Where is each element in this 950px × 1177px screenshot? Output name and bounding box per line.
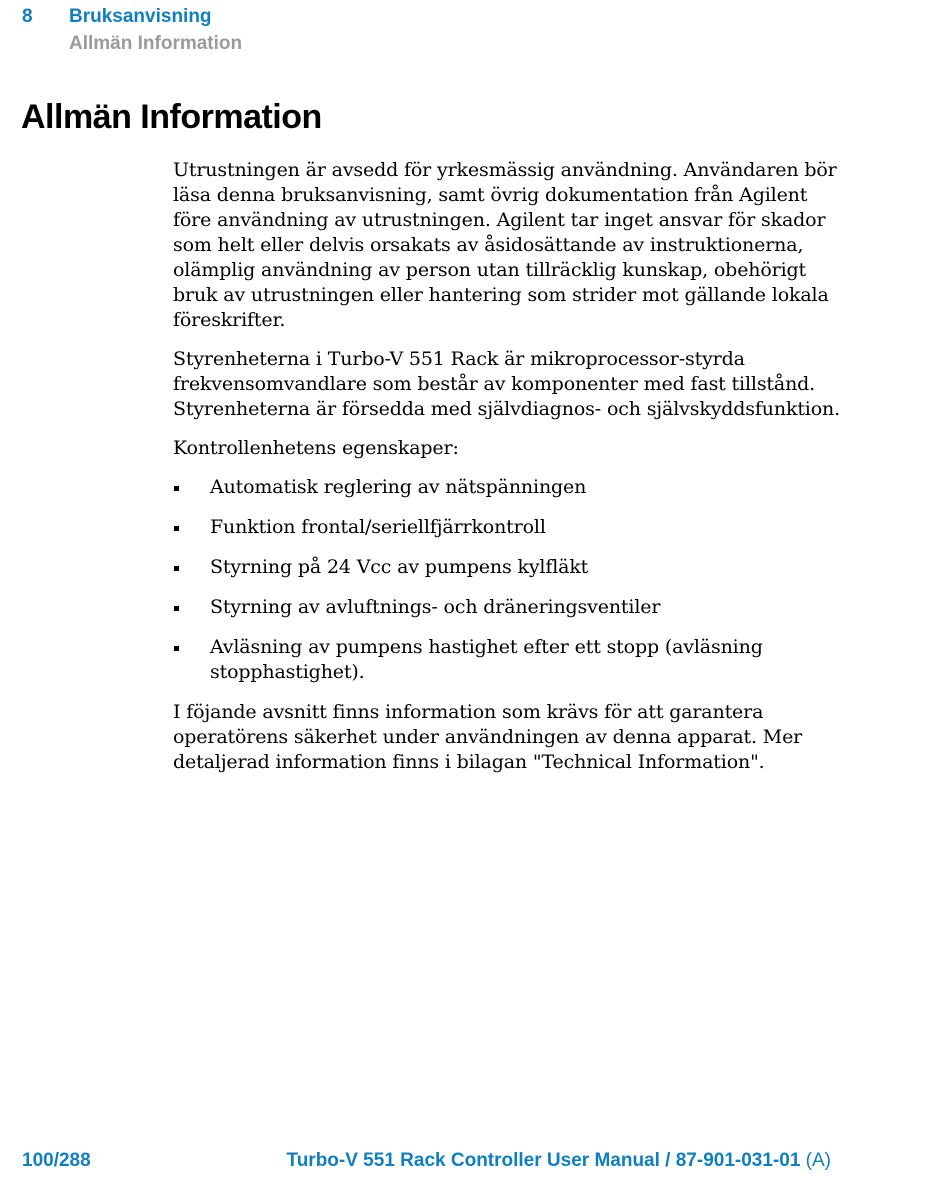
chapter-number: 8 xyxy=(22,6,33,27)
square-bullet-icon xyxy=(174,566,179,571)
square-bullet-icon xyxy=(174,486,179,491)
footer-revision: (A) xyxy=(805,1150,831,1171)
list-item-text: Styrning på 24 Vcc av pumpens kylfläkt xyxy=(210,556,589,578)
list-item xyxy=(173,515,843,540)
square-bullet-icon xyxy=(174,526,179,531)
list-item-text: Styrning av avluftnings- och dräneringsventiler xyxy=(210,596,661,618)
intro-paragraph: Utrustningen är avsedd för yrkesmässig användning. Användaren bör läsa denna bruksanvisning, samt övrig dokumentation från Agilent före användning av utrustningen. Agilent tar inget ansvar för skador som helt eller delvis orsakats av åsidosättande av instruktionerna, olämplig användning av person utan tillräcklig kunskap, obehörigt bruk av utrustningen eller hantering som strider mot gällande lokala föreskrifter. xyxy=(173,159,837,331)
list-item-text: Automatisk reglering av nätspänningen xyxy=(210,476,587,498)
list-item-text: Avläsning av pumpens hastighet efter ett stopp (avläsning stopphastighet). xyxy=(210,636,763,683)
list-item xyxy=(173,555,843,580)
page-title: Allmän Information xyxy=(21,98,322,136)
running-header-chapter-row xyxy=(22,3,242,30)
feature-list xyxy=(173,475,843,685)
list-item xyxy=(173,595,843,620)
running-header xyxy=(22,3,242,57)
section-title: Allmän Information xyxy=(69,33,243,54)
square-bullet-icon xyxy=(174,646,179,651)
square-bullet-icon xyxy=(174,606,179,611)
controllers-paragraph: Styrenheterna i Turbo-V 551 Rack är mikroprocessor-styrda frekvensomvandlare som består av komponenter med fast tillstånd. Styrenheterna är försedda med självdiagnos- och självskyddsfunktion. xyxy=(173,348,841,420)
chapter-title: Bruksanvisning xyxy=(69,6,212,27)
list-item xyxy=(173,635,843,685)
list-item-text: Funktion frontal/seriellfjärrkontroll xyxy=(210,516,546,538)
list-item xyxy=(173,475,843,500)
closing-paragraph: I föjande avsnitt finns information som krävs för att garantera operatörens säkerhet under användningen av denna apparat. Mer detaljerad information finns i bilagan "Technical Information". xyxy=(173,701,803,773)
body-content xyxy=(173,158,843,789)
features-intro: Kontrollenhetens egenskaper: xyxy=(173,437,459,459)
footer-manual-title: Turbo-V 551 Rack Controller User Manual / 87-901-031-01 xyxy=(286,1150,801,1171)
footer-page-number: 100/288 xyxy=(22,1150,91,1171)
footer-manual-reference xyxy=(287,1148,832,1174)
